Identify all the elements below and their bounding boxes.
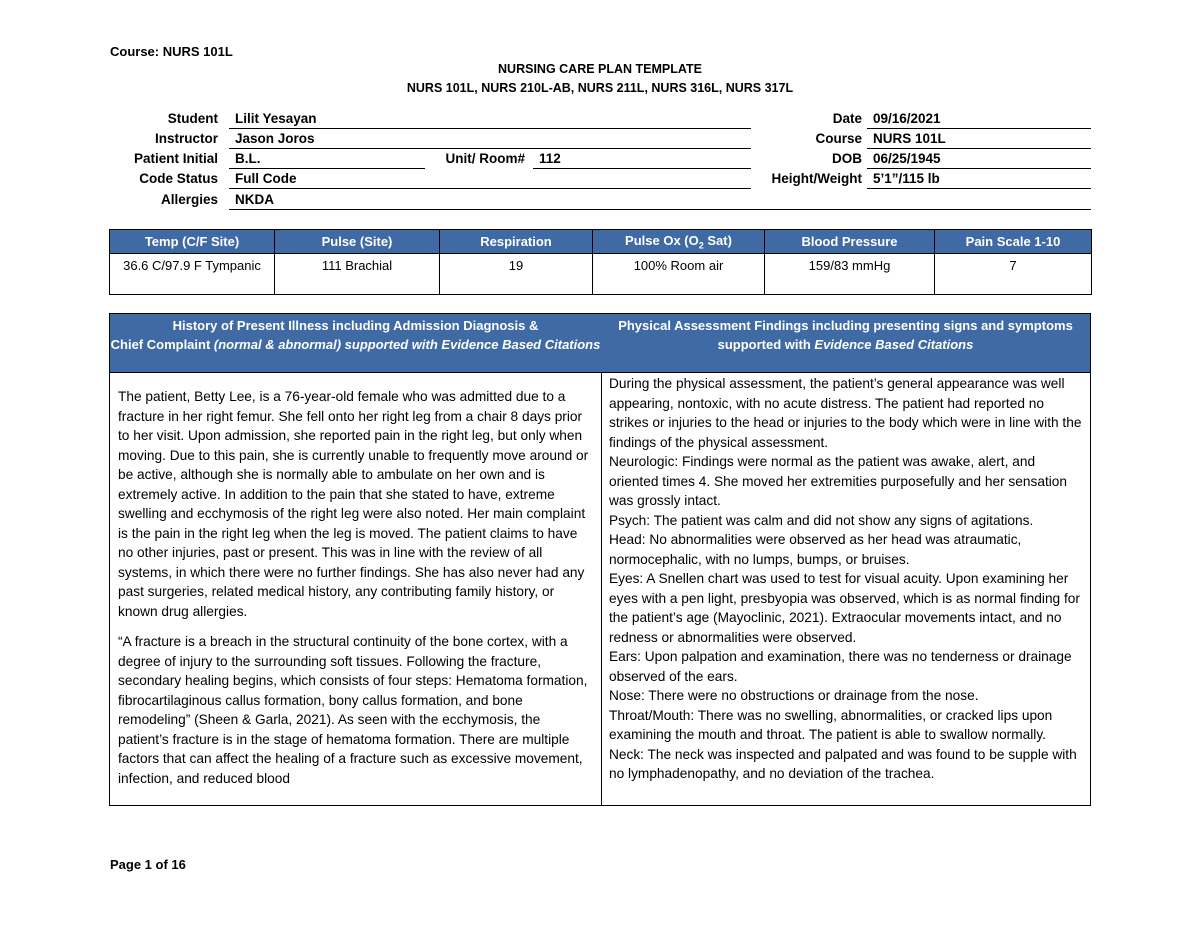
dob-label: DOB: [832, 151, 862, 166]
page-number: Page 1 of 16: [110, 857, 186, 872]
neck-text: Neck: The neck was inspected and palpated and was found to be supple with no lymphadenopathy, and no deviation of the trachea.: [609, 746, 1077, 781]
physical-header-line1: Physical Assessment Findings including presenting signs and symptoms: [618, 318, 1073, 333]
code-status-field[interactable]: Full Code: [229, 170, 751, 189]
hpi-header-line2-text: Chief Complaint: [110, 337, 214, 352]
page-subtitle: NURS 101L, NURS 210L-AB, NURS 211L, NURS 316L, NURS 317L: [406, 81, 794, 95]
allergies-field[interactable]: NKDA: [229, 191, 1091, 210]
physical-header-line2: [601, 335, 1090, 354]
page-title: NURSING CARE PLAN TEMPLATE: [498, 62, 702, 76]
course-label: Course: [815, 131, 862, 146]
code-status-label: Code Status: [139, 171, 218, 186]
pulse-ox-header-suffix: Sat): [703, 232, 732, 248]
instructor-label: Instructor: [154, 131, 218, 146]
date-field[interactable]: 09/16/2021: [867, 110, 1091, 129]
vitals-header-blood-pressure: Blood Pressure: [765, 230, 935, 254]
hpi-header-line2-italic: (normal & abnormal) supported with Evidence Based Citations: [213, 337, 601, 352]
neurologic-text: Neurologic: Findings were normal as the patient was awake, alert, and oriented times 4. She moved her extremities purposefully and her sensation was grossly intact.: [609, 454, 1068, 508]
patient-initial-label: Patient Initial: [133, 151, 218, 166]
vitals-header-respiration: Respiration: [440, 230, 593, 254]
vitals-pulse-ox-value[interactable]: 100% Room air: [593, 254, 765, 295]
vitals-header-pulse-ox: [593, 230, 765, 254]
general-appearance-text: During the physical assessment, the patient’s general appearance was well appearing, nontoxic, with no acute distress. The patient had reported no strikes or injuries to the head or injuries to the body which were in line with the findings of the physical assessment.: [609, 376, 1082, 450]
nose-text: Nose: There were no obstructions or drainage from the nose.: [609, 688, 979, 703]
height-weight-field[interactable]: 5’1”/115 lb: [867, 170, 1091, 189]
vitals-header-pulse: Pulse (Site): [275, 230, 440, 254]
student-label: Student: [167, 111, 218, 126]
date-label: Date: [832, 111, 862, 126]
course-field[interactable]: NURS 101L: [867, 130, 1091, 149]
dob-field[interactable]: 06/25/1945: [867, 150, 1091, 169]
psych-text: Psych: The patient was calm and did not show any signs of agitations.: [609, 512, 1034, 528]
hpi-column: [110, 314, 602, 805]
physical-header-line2-text: supported with: [717, 337, 815, 352]
vitals-header-row: [110, 230, 1092, 254]
vitals-value-row: [110, 254, 1092, 295]
physical-assessment-column: [601, 314, 1090, 805]
unit-room-field[interactable]: 112: [533, 150, 751, 169]
throat-mouth-text: Throat/Mouth: There was no swelling, abnormalities, or cracked lips upon examining the mouth and throat. The patient is able to swallow normally.: [609, 707, 1053, 742]
vitals-header-pain-scale: Pain Scale 1-10: [935, 230, 1092, 254]
vitals-temp-value[interactable]: 36.6 C/97.9 F Tympanic: [110, 254, 275, 295]
vitals-blood-pressure-value[interactable]: 159/83 mmHg: [765, 254, 935, 295]
hpi-header: [110, 314, 601, 373]
ears-text: Ears: Upon palpation and examination, there was no tenderness or drainage observed of the ears.: [609, 649, 1072, 684]
allergies-label: Allergies: [160, 192, 218, 207]
hpi-body[interactable]: [110, 374, 601, 805]
height-weight-label: Height/Weight: [771, 171, 862, 186]
course-header: Course: NURS 101L: [110, 44, 233, 59]
physical-header-line2-italic: Evidence Based Citations: [814, 337, 974, 352]
vitals-table: [109, 229, 1092, 295]
eyes-text: Eyes: A Snellen chart was used to test for visual acuity. Upon examining her eyes with a pen light, presbyopia was observed, which is as normal finding for the patient’s age (Mayoclinic, 2021). Extraocular movements intact, and no redness or abnormalities were observed.: [609, 571, 1080, 645]
vitals-pulse-value[interactable]: 111 Brachial: [275, 254, 440, 295]
instructor-field[interactable]: Jason Joros: [229, 130, 751, 149]
vitals-pain-scale-value[interactable]: 7: [935, 254, 1092, 295]
physical-assessment-header: [601, 314, 1090, 373]
student-field[interactable]: Lilit Yesayan: [229, 110, 751, 129]
vitals-header-temp: Temp (C/F Site): [110, 230, 275, 254]
head-text: Head: No abnormalities were observed as her head was atraumatic, normocephalic, with no lumps, bumps, or bruises.: [609, 532, 1022, 567]
vitals-respiration-value[interactable]: 19: [440, 254, 593, 295]
hpi-header-line2: [110, 335, 601, 354]
assessment-table: [109, 313, 1091, 806]
hpi-paragraph-1: The patient, Betty Lee, is a 76-year-old female who was admitted due to a fracture in her right femur. She fell onto her right leg from a chair 8 days prior to her visit. Upon admission, she reported pain in the right leg, but only when moving. Due to this pain, she is currently unable to frequently move around or be active, although she is normally able to ambulate on her own and is extremely active. In addition to the pain that she stated to have, extreme swelling and ecchymosis of the right leg were also noted. Her main complaint is the pain in the right leg when the leg is moved. The patient claims to have no other injuries, past or present. This was in line with the review of all systems, in which there were no further findings. She has also never had any past surgeries, related medical history, any contributing family history, or known drug allergies.: [118, 389, 589, 619]
pulse-ox-header-text: Pulse Ox (O: [625, 232, 699, 248]
patient-initial-field[interactable]: B.L.: [229, 150, 425, 169]
hpi-paragraph-2: “A fracture is a breach in the structural continuity of the bone cortex, with a degree of injury to the surrounding soft tissues. Following the fracture, secondary healing begins, which consists of four steps: Hematoma formation, fibrocartilaginous callus formation, bony callus formation, and bone remodeling” (Sheen & Garla, 2021). As seen with the ecchymosis, the patient’s fracture is in the stage of hematoma formation. There are multiple factors that can affect the healing of a fracture such as excessive movement, infection, and reduced blood: [118, 634, 588, 786]
unit-room-label: Unit/ Room#: [445, 151, 525, 166]
pulse-ox-subscript: 2: [698, 240, 704, 251]
hpi-header-line1: History of Present Illness including Admission Diagnosis &: [172, 318, 539, 333]
physical-assessment-body[interactable]: [601, 374, 1090, 805]
